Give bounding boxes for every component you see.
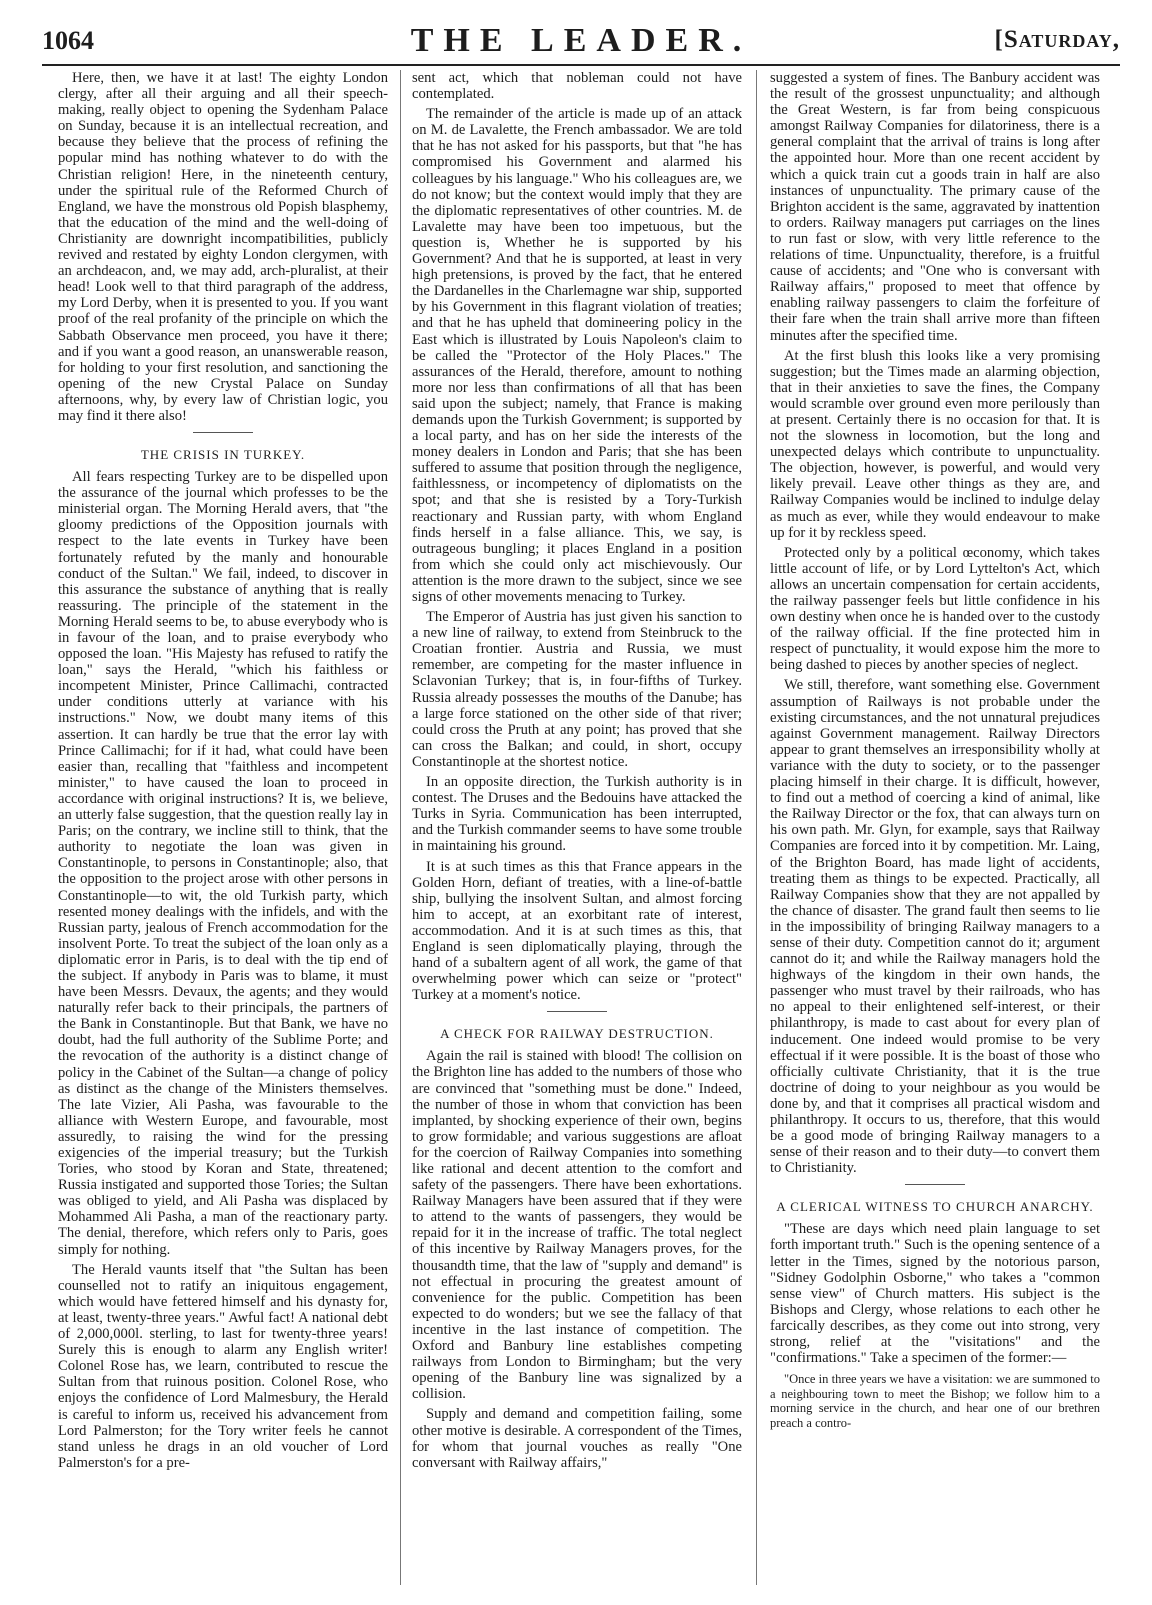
paragraph: The Emperor of Austria has just given his sanction to a new line of railway, to extend from Steinbruck to the Croatian frontier. Austria and Russia, we must remember, are competing for the master influence in Sclavonian Turkey; that is, in four-fifths of Turkey. Russia already possesses the mouths of the Danube; has a large force stationed on the other side of that river; could cross the Pruth at any point; has proved that she can cross the Balkan; and could, in short, occupy Constantinople at the shortest notice. — [412, 609, 742, 770]
paragraph: sent act, which that nobleman could not have contemplated. — [412, 70, 742, 103]
issue-day: [Saturday, — [994, 26, 1120, 53]
article-heading-crisis-in-turkey: THE CRISIS IN TURKEY. — [140, 447, 306, 463]
paragraph: Again the rail is stained with blood! The collision on the Brighton line has added to the numbers of those who are convinced that "something must be done." Indeed, the number of those in whom that conviction has been implanted, by shocking experience of their own, begins to grow formidable; and various suggestions are afloat for the coercion of Railway Companies into something like rational and decent attention to the comfort and safety of the passengers. There have been exhortations. Railway Managers have been assured that if they were to attend to the wants of passengers, they would be repaid for it in the increase of traffic. The total neglect of this incentive by Railway Managers proves, for the thousandth time, that the law of "supply and demand" is not effectual in procuring the greatest amount of convenience for the public. Competition has been expected to do wonders; but we see the fallacy of that incentive in the last instance of competition. The Oxford and Banbury line establishes competing railways from London to Birmingham; but the very opening of the Banbury line was signalized by a collision. — [412, 1048, 742, 1403]
paragraph: Protected only by a political œconomy, which takes little account of life, or by Lord Lyttelton's Act, which allows an uncertain compensation for certain accidents, the railway passenger feels but little confidence in his own destiny when once he is handed over to the custody of the railway official. If the fine protected him in respect of punctuality, it would expose him the more to being dashed to pieces by another species of neglect. — [770, 544, 1100, 674]
paragraph: "These are days which need plain language to set forth important truth." Such is the opening sentence of a letter in the Times, signed by the notorious parson, "Sidney Godolphin Osborne," who takes a "common sense view" of Church matters. His subject is the Bishops and Clergy, whose relations to each other he farcically describes, as they come out into strong, very strong, relief at the "visitations" and the "confirmations." Take a specimen of the former:— — [770, 1221, 1100, 1367]
column-2 — [412, 70, 742, 1585]
newspaper-title: THE LEADER. — [410, 22, 752, 59]
paragraph: suggested a system of fines. The Banbury accident was the result of the grossest unpunctuality; and although the Great Western, is far from being conspicuous amongst Railway Companies for dilatoriness, there is a general complaint that the arrival of trains is long after the appointed hour. More than one recent accident by which a quick train cut a goods train in half are also instances of unpunctuality. The primary cause of the Brighton accident is the same, aggravated by inattention to orders. Railway managers put carriages on the lines to run fast or slow, with very little reference to the relations of time. Unpunctuality, therefore, is a fruitful cause of accidents; and "One who is conversant with Railway affairs," proposed to meet that offence by enabling railway passengers to claim the forfeiture of their fare when the train shall arrive more than fifteen minutes after the specified time. — [770, 70, 1100, 344]
paragraph: At the first blush this looks like a very promising suggestion; but the Times made an alarming objection, that in their anxieties to save the fines, the Company would scramble over ground even more perilously than at present. Certainly there is no occasion for that. It is not the slowness in locomotion, but the long and unexpected delays which contribute to unpunctuality. The objection, however, is powerful, and would very likely prevail. Leave other things as they are, and Railway Companies would be inclined to indulge delay as much as ever, while they would endeavour to make up for it by reckless speed. — [770, 347, 1100, 541]
column-divider — [756, 70, 757, 1585]
page-number: 1064 — [42, 26, 94, 55]
column-divider — [400, 70, 401, 1585]
paragraph: Here, then, we have it at last! The eighty London clergy, after all their arguing and all their speech-making, really object to opening the Sydenham Palace on Sunday, because it is an intellectual recreation, and because they believe that the process of refining the popular mind has nothing whatever to do with the Christian religion! Here, in the nineteenth century, under the spiritual rule of the Reformed Church of England, we have the monstrous old Popish blasphemy, that the education of the mind and the well-doing of Christianity are downright incompatibilities, publicly revived and restated by eighty London clergymen, with an archdeacon, and, we may add, arch-pluralist, at their head! Look well to that third paragraph of the address, my Lord Derby, when it is presented to you. If you want proof of the real profanity of the principle on which the Sabbath Observance men proceed, you have it there; and if you want a good reason, an unanswerable reason, for holding to your first resolution, and sanctioning the opening of the new Crystal Palace on Sunday afternoons, why, by every law of Christian logic, you may find it there also! — [58, 70, 388, 424]
paragraph: The Herald vaunts itself that "the Sultan has been counselled not to ratify an iniquitous engagement, which would have fettered himself and his dynasty for, at least, twenty-three years." Awful fact! A national debt of 2,000,000l. sterling, to last for twenty-three years! Surely this is enough to alarm any English writer! Colonel Rose has, we learn, contributed to rescue the Sultan from that ruinous position. Colonel Rose, who enjoys the confidence of Lord Malmesbury, the Herald is careful to inform us, received his advancement from Lord Palmerston; for the Tory writer feels he cannot stand unless he drags in an old voucher of Lord Palmerston's for a pre- — [58, 1261, 388, 1471]
paragraph: We still, therefore, want something else. Government assumption of Railways is not probable under the existing circumstances, and the not unnatural prejudices against Government management. Railway Directors appear to grant themselves an irresponsibility wholly at variance with the duty to society, or to the passenger placing himself in their charge. It is difficult, however, to find out a method of coercing a kind of animal, like the Railway Director or the fox, that can always turn on his own path. Mr. Glyn, for example, says that Railway Companies are forced into it by competition. Mr. Laing, of the Brighton Board, has made light of accidents, treating them as things to be expected. Practically, all Railway Companies show that they are not appalled by the chance of disaster. The grand fault then seems to lie in the impossibility of bringing Railway managers to a sense of their duty. Competition cannot do it; argument cannot do it; and while the Railway managers hold the highways of the kingdom in their own hands, the passenger who must travel by their railroads, who has no appeal to their enlightened self-interest, or their philanthropy, is made to cast about for every plan of inducement. One indeed would promise to be very effectual if it were possible. It is the boast of those who officially cultivate Christianity, that it is the true doctrine of doing to your neighbour as you would be done by, and that it comprises all practical wisdom and philanthropy. It occurs to us, therefore, that this would be a good mode of bringing Railway managers to a sense of their reason and to their duty—to convert them to Christianity. — [770, 677, 1100, 1177]
masthead — [42, 16, 1120, 62]
section-separator — [193, 432, 253, 433]
header-rule — [42, 64, 1120, 66]
article-heading-clerical-witness: A CLERICAL WITNESS TO CHURCH ANARCHY. — [776, 1199, 1094, 1215]
section-separator — [547, 1011, 607, 1012]
column-1 — [58, 70, 388, 1585]
quoted-passage: "Once in three years we have a visitation: we are summoned to a neighbouring town to meet the Bishop; we follow him to a morning service in the church, and hear one of our brethren preach a contro- — [770, 1372, 1100, 1430]
paragraph: Supply and demand and competition failing, some other motive is desirable. A correspondent of the Times, for whom that journal vouches as really "One conversant with Railway affairs," — [412, 1406, 742, 1471]
paragraph: All fears respecting Turkey are to be dispelled upon the assurance of the journal which professes to be the ministerial organ. The Morning Herald avers, that "the gloomy predictions of the Opposition journals with respect to the late events in Turkey have been fortunately refuted by the manly and honourable conduct of the Sultan." We fail, indeed, to discover in this assurance the substance of anything that is really reassuring. The principle of the statement in the Morning Herald seems to be, to abuse everybody who is in favour of the loan, and to praise everybody who opposed the loan. "His Majesty has refused to ratify the loan," says the Herald, "which his faithless or incompetent Minister, Prince Callimachi, contracted under conditions utterly at variance with his instructions." Now, we doubt many items of this assertion. It can hardly be true that the error lay with Prince Callimachi; for if it had, what could have been easier than, recalling that "faithless and incompetent minister," to have caused the loan to proceed in accordance with original instructions? It is, we believe, an utterly false suggestion, that the question really lay in Paris; on the contrary, we incline still to think, that the authority to negotiate the loan was given in Constantinople, to persons in Constantinople; also, that the opposition to the project arose with other persons in Constantinople—to wit, the old Turkish party, which resented money dealings with the infidels, and with the Russian party, jealous of French accommodation for the insolvent Porte. To treat the subject of the loan only as a diplomatic error in Paris, is to deal with the tip end of the subject. If anybody in Paris was to blame, it must have been Messrs. Devaux, the agents; and they would naturally refer back to their principals, the partners of the Bank in Constantinople. But that Bank, we have no doubt, had the full authority of the Sublime Porte; and the revocation of the authority is a distinct change of policy in the Cabinet of the Sultan—a change of policy as distinct as the change of the Ministers themselves. The late Vizier, Ali Pasha, was favourable to the alliance with Western Europe, and favourable, most assuredly, to raising the wind for the pressing exigencies of the imperial treasury; but the Turkish Tories, who stood by Koran and State, threatened; Russia instigated and supported those Tories; the Sultan was obliged to yield, and Ali Pasha was displaced by Mohammed Ali Pasha, a man of the reactionary party. The denial, therefore, which refers only to Paris, goes simply for nothing. — [58, 469, 388, 1258]
paragraph: In an opposite direction, the Turkish authority is in contest. The Druses and the Bedouins have attacked the Turks in Syria. Communication has been interrupted, and the Turkish commander seems to have some trouble in maintaining his ground. — [412, 774, 742, 855]
column-3 — [770, 70, 1100, 1585]
section-separator — [905, 1184, 965, 1185]
article-heading-railway-destruction: A CHECK FOR RAILWAY DESTRUCTION. — [440, 1026, 714, 1042]
paragraph: It is at such times as this that France appears in the Golden Horn, defiant of treaties, with a line-of-battle ship, bullying the insolvent Sultan, and almost forcing him to accept, at an exorbitant rate of interest, accommodation. And it is at such times as this, that England is seen diplomatically playing, through the hand of a subaltern agent of all work, the game of that overwhelming power which can seize or "protect" Turkey at a moment's notice. — [412, 858, 742, 1004]
paragraph: The remainder of the article is made up of an attack on M. de Lavalette, the French ambassador. We are told that he has not asked for his passports, but that "he has compromised his Government and alarmed his colleagues by his language." Who his colleagues are, we do not know; but the context would imply that they are the diplomatic representatives of other countries. M. de Lavalette may have been too impetuous, but the question is, Whether he is supported by his Government? And that he is supported, at least in very high pretensions, is proved by the fact, that he entered the Dardanelles in the Charlemagne war ship, supported by his Government in this flagrant violation of treaties; and that he has upheld that domineering policy in the East which is illustrated by Louis Napoleon's claim to be called the "Protector of the Holy Places." The assurances of the Herald, therefore, amount to nothing more nor less than confirmations of all that has been said upon the subject; namely, that France is making demands upon the Turkish Government; is supported by a local party, and has on her side the interests of the money dealers in London and Paris; that she has been suffered to assume that position through the negligence, faithlessness, or incompetency of diplomatists on the spot; and that she is resisted by a Tory-Turkish reactionary and Russian party, with whom England finds herself in a false alliance. This, we say, is outrageous bungling; it places England in a position from which she could only act mischievously. Our attention is the more drawn to the subject, since we see signs of other movements menacing to Turkey. — [412, 106, 742, 605]
